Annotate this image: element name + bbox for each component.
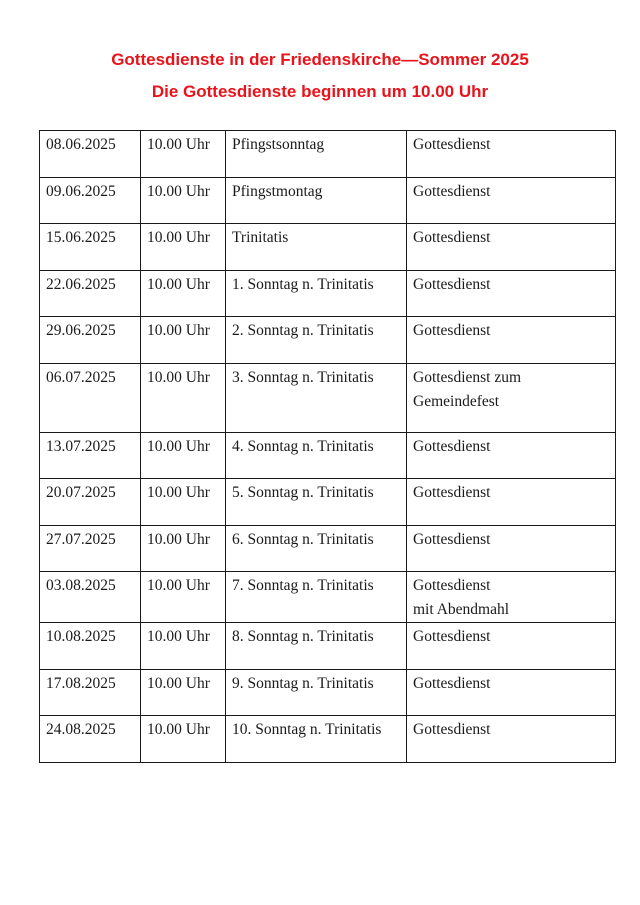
occasion-cell: 5. Sonntag n. Trinitatis [226, 479, 407, 526]
date-cell: 08.06.2025 [40, 131, 141, 178]
time-cell: 10.00 Uhr [141, 224, 226, 271]
service-cell [407, 317, 616, 364]
table-row [40, 131, 616, 178]
table-row [40, 317, 616, 364]
service-line: Gottesdienst [413, 530, 491, 548]
date-cell: 17.08.2025 [40, 669, 141, 716]
service-line: Gottesdienst [413, 275, 491, 293]
service-line: Gottesdienst [413, 136, 491, 153]
table-row [40, 525, 616, 572]
service-line: Gottesdienst [413, 674, 491, 692]
service-line: Gottesdienst [413, 182, 491, 200]
service-cell [407, 432, 616, 479]
time-cell: 10.00 Uhr [141, 479, 226, 526]
table-row [40, 716, 616, 763]
service-cell [407, 623, 616, 670]
service-line: Gottesdienst [413, 322, 491, 339]
date-cell: 10.08.2025 [40, 623, 141, 670]
service-line: mit Abendmahl [413, 601, 510, 618]
service-cell [407, 177, 616, 224]
page-header [0, 44, 640, 108]
date-cell: 22.06.2025 [40, 270, 141, 317]
service-cell [407, 525, 616, 572]
service-line: Gottesdienst [413, 721, 491, 738]
time-cell: 10.00 Uhr [141, 131, 226, 178]
table-row [40, 479, 616, 526]
service-schedule-table [39, 130, 616, 763]
service-cell [407, 224, 616, 271]
table-row [40, 270, 616, 317]
time-cell: 10.00 Uhr [141, 363, 226, 432]
service-cell [407, 270, 616, 317]
table-row [40, 363, 616, 432]
time-cell: 10.00 Uhr [141, 177, 226, 224]
occasion-cell: Trinitatis [226, 224, 407, 271]
service-line: Gottesdienst [413, 229, 491, 246]
table-row [40, 177, 616, 224]
occasion-cell: 9. Sonntag n. Trinitatis [226, 669, 407, 716]
page-title: Gottesdienste in der Friedenskirche—Sommer 2025 [111, 50, 529, 69]
date-cell: 29.06.2025 [40, 317, 141, 364]
time-cell: 10.00 Uhr [141, 317, 226, 364]
service-cell [407, 716, 616, 763]
service-line: Gottesdienst [413, 484, 491, 501]
schedule-body [40, 131, 616, 763]
time-cell: 10.00 Uhr [141, 716, 226, 763]
date-cell: 24.08.2025 [40, 716, 141, 763]
service-line: Gottesdienst zum [413, 368, 522, 386]
service-cell [407, 572, 616, 623]
table-row [40, 224, 616, 271]
occasion-cell: 6. Sonntag n. Trinitatis [226, 525, 407, 572]
table-row [40, 669, 616, 716]
occasion-cell: 4. Sonntag n. Trinitatis [226, 432, 407, 479]
time-cell: 10.00 Uhr [141, 669, 226, 716]
occasion-cell: 10. Sonntag n. Trinitatis [226, 716, 407, 763]
date-cell: 06.07.2025 [40, 363, 141, 432]
occasion-cell: 7. Sonntag n. Trinitatis [226, 572, 407, 623]
occasion-cell: Pfingstsonntag [226, 131, 407, 178]
service-line: Gottesdienst [413, 628, 491, 645]
time-cell: 10.00 Uhr [141, 270, 226, 317]
date-cell: 20.07.2025 [40, 479, 141, 526]
service-line: Gemeindefest [413, 392, 500, 410]
service-cell [407, 479, 616, 526]
table-row [40, 432, 616, 479]
table-row [40, 623, 616, 670]
time-cell: 10.00 Uhr [141, 525, 226, 572]
occasion-cell: 1. Sonntag n. Trinitatis [226, 270, 407, 317]
date-cell: 03.08.2025 [40, 572, 141, 623]
time-cell: 10.00 Uhr [141, 623, 226, 670]
service-line: Gottesdienst [413, 437, 491, 455]
time-cell: 10.00 Uhr [141, 572, 226, 623]
occasion-cell: 8. Sonntag n. Trinitatis [226, 623, 407, 670]
date-cell: 09.06.2025 [40, 177, 141, 224]
occasion-cell: 2. Sonntag n. Trinitatis [226, 317, 407, 364]
occasion-cell: 3. Sonntag n. Trinitatis [226, 363, 407, 432]
service-cell [407, 131, 616, 178]
date-cell: 13.07.2025 [40, 432, 141, 479]
occasion-cell: Pfingstmontag [226, 177, 407, 224]
service-line: Gottesdienst [413, 577, 491, 594]
time-cell: 10.00 Uhr [141, 432, 226, 479]
table-row [40, 572, 616, 623]
service-cell [407, 669, 616, 716]
page-subtitle: Die Gottesdienste beginnen um 10.00 Uhr [151, 82, 489, 101]
date-cell: 27.07.2025 [40, 525, 141, 572]
date-cell: 15.06.2025 [40, 224, 141, 271]
service-cell [407, 363, 616, 432]
